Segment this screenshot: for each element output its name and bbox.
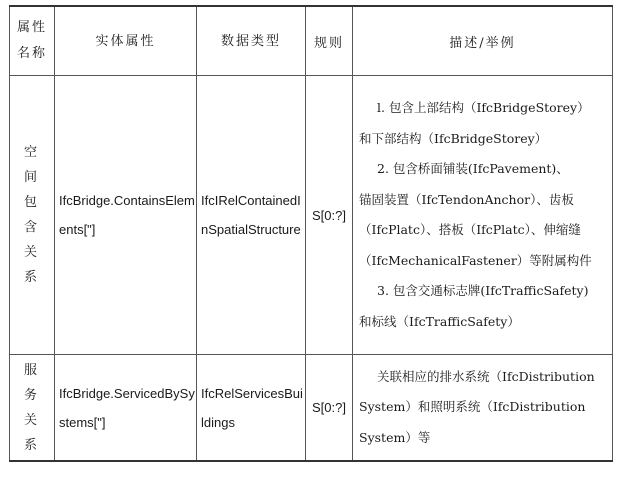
- header-rule: 规则: [306, 6, 353, 76]
- row-name: 服务关系: [10, 355, 55, 462]
- table-row: [10, 355, 613, 462]
- header-data-type: 数据类型: [197, 6, 306, 76]
- row-attribute: IfcBridge.ContainsElements["]: [55, 76, 197, 355]
- desc-line: （IfcMechanicalFastener）等附属构件: [359, 252, 592, 268]
- header-description: 描述/举例: [353, 6, 613, 76]
- row-description: [353, 76, 613, 355]
- table-row: [10, 76, 613, 355]
- desc-line: （IfcPlatc）、搭板（IfcPlatc）、伸缩缝: [359, 222, 581, 237]
- desc-line: System）等: [359, 429, 431, 445]
- row-type: IfcRelServicesBuildings: [197, 355, 306, 462]
- desc-line: l. 包含上部结构（IfcBridgeStorey）: [377, 100, 590, 115]
- row-type: IfcIRelContainedInSpatialStructure: [197, 76, 306, 355]
- header-attr-name: 属性名称: [10, 6, 55, 76]
- desc-line: 2. 包含桥面铺装(IfcPavement)、: [377, 161, 569, 176]
- desc-line: 和标线（IfcTrafficSafety）: [359, 313, 520, 329]
- attribute-table: [9, 5, 613, 462]
- desc-line: 3. 包含交通标志牌(IfcTrafficSafety): [377, 283, 589, 298]
- row-rule: S[0:?]: [306, 76, 353, 355]
- header-entity-attr: 实体属性: [55, 6, 197, 76]
- row-description: [353, 355, 613, 462]
- row-attribute: IfcBridge.ServicedBySystems["]: [55, 355, 197, 462]
- desc-line: 关联相应的排水系统（IfcDistribution: [377, 368, 595, 384]
- row-name: 空间包含关系: [10, 76, 55, 355]
- desc-line: System）和照明系统（IfcDistribution: [359, 399, 586, 415]
- desc-line: 和下部结构（IfcBridgeStorey）: [359, 130, 548, 146]
- header-row: [10, 6, 613, 76]
- desc-line: 锚固装置（IfcTendonAnchor）、齿板: [359, 191, 574, 207]
- row-rule: S[0:?]: [306, 355, 353, 462]
